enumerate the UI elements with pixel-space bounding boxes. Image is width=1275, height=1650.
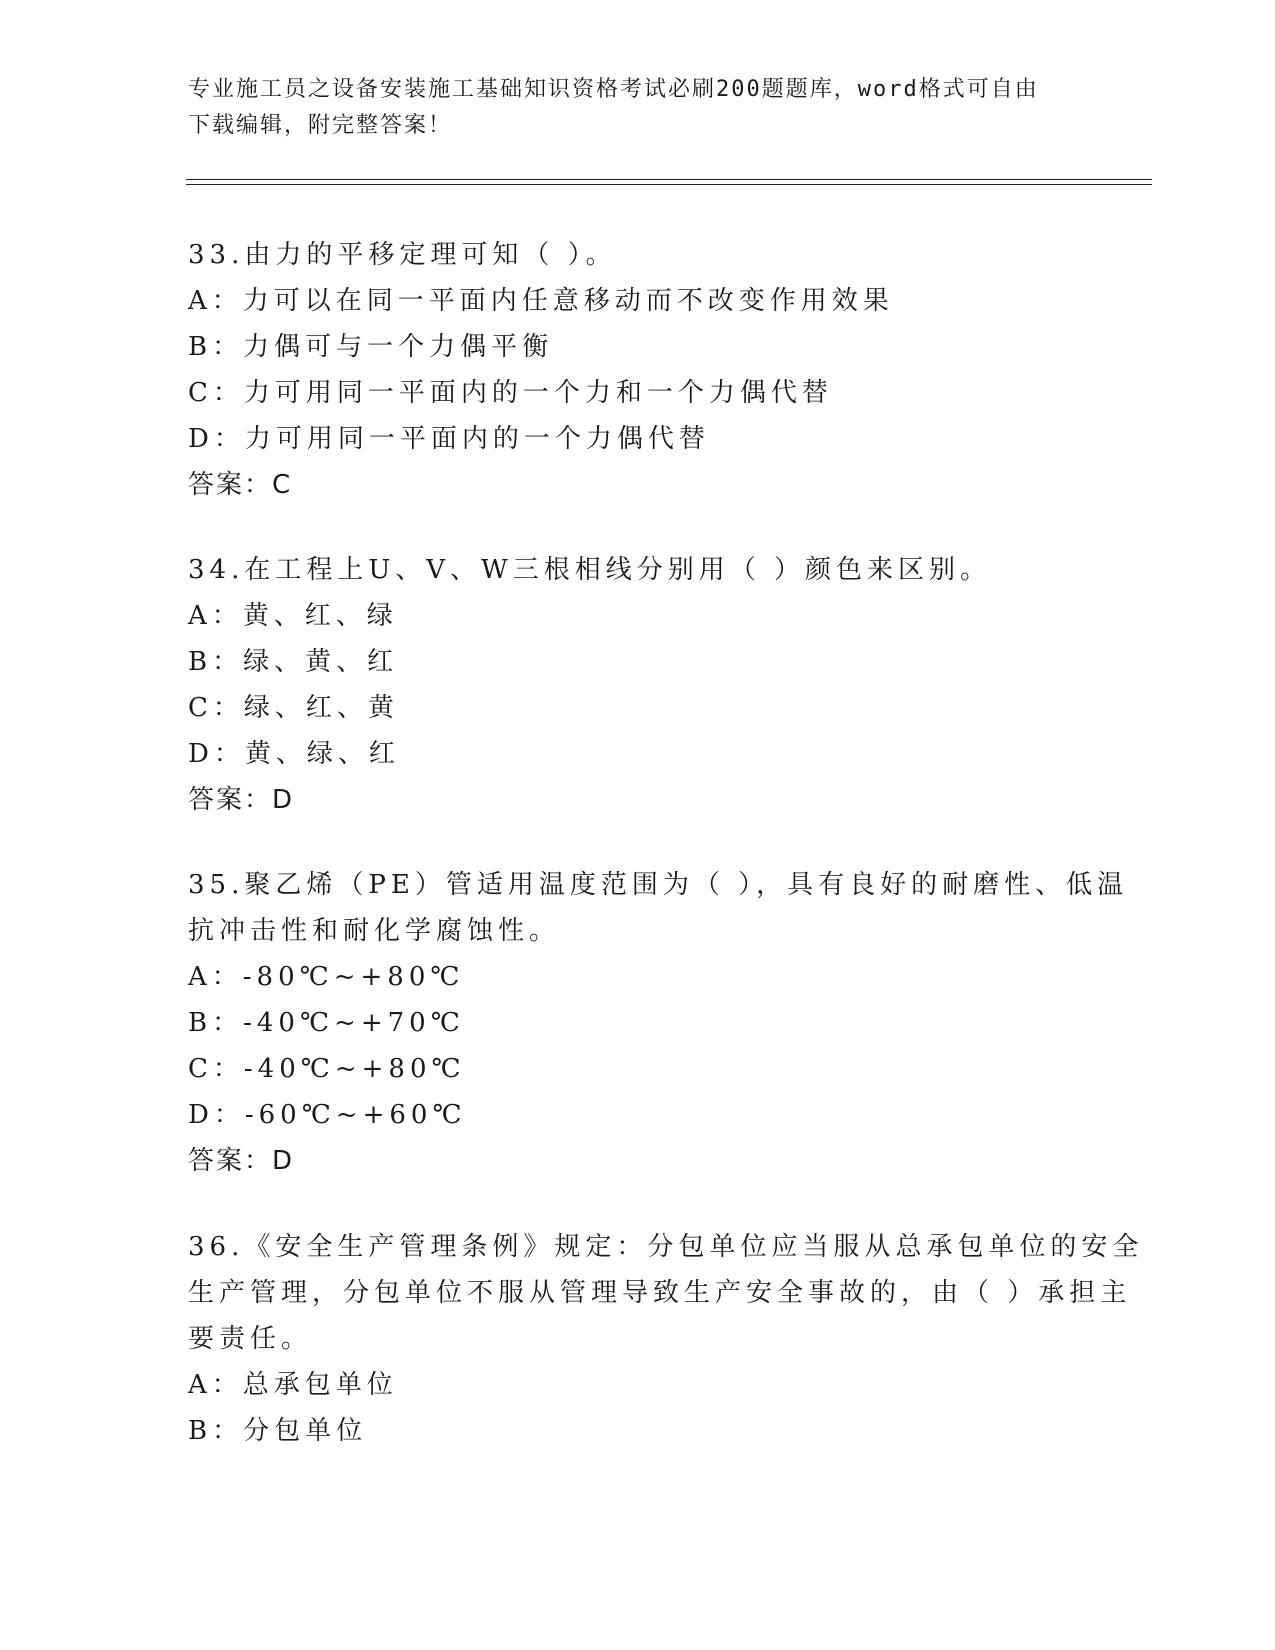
option-b: B：力偶可与一个力偶平衡 [188,332,554,362]
question-stem: 生产管理，分包单位不服从管理导致生产安全事故的，由（ ）承担主 [188,1278,1132,1308]
option-b: B：-40℃~+70℃ [188,1008,465,1038]
question-stem: 35.聚乙烯（PE）管适用温度范围为（ ），具有良好的耐磨性、低温 [188,870,1129,900]
option-a: A：力可以在同一平面内任意移动而不改变作用效果 [188,286,894,316]
option-c: C：绿、红、黄 [188,693,399,723]
header-line-1: 专业施工员之设备安装施工基础知识资格考试必刷200题题库，word格式可自由 [188,77,1039,102]
question-stem: 抗冲击性和耐化学腐蚀性。 [188,916,561,946]
option-a: A：-80℃~+80℃ [188,962,465,992]
option-a: A：总承包单位 [188,1370,398,1400]
header-divider [186,184,1152,185]
document-header [188,72,1068,144]
option-b: B：绿、黄、红 [188,647,399,677]
option-c: C：-40℃~+80℃ [188,1054,466,1084]
question-stem: 33.由力的平移定理可知（ ）。 [188,240,617,270]
question-36 [188,1224,1144,1454]
option-c: C：力可用同一平面内的一个力和一个力偶代替 [188,378,833,408]
option-d: D：黄、绿、红 [188,739,400,769]
question-stem: 36.《安全生产管理条例》规定：分包单位应当服从总承包单位的安全 [188,1232,1144,1262]
question-34 [188,547,1088,823]
header-divider [186,179,1152,180]
question-stem: 34.在工程上U、V、W三根相线分别用（ ）颜色来区别。 [188,555,992,585]
question-stem: 要责任。 [188,1324,313,1354]
option-b: B：分包单位 [188,1416,368,1446]
answer: 答案：D [188,1146,295,1176]
question-33 [188,232,1088,508]
header-line-2: 下载编辑，附完整答案！ [188,113,453,138]
answer: 答案：D [188,785,295,815]
question-35 [188,862,1129,1184]
answer: 答案：C [188,470,293,500]
option-d: D：-60℃~+60℃ [188,1100,467,1130]
option-a: A：黄、红、绿 [188,601,398,631]
option-d: D：力可用同一平面内的一个力偶代替 [188,424,710,454]
